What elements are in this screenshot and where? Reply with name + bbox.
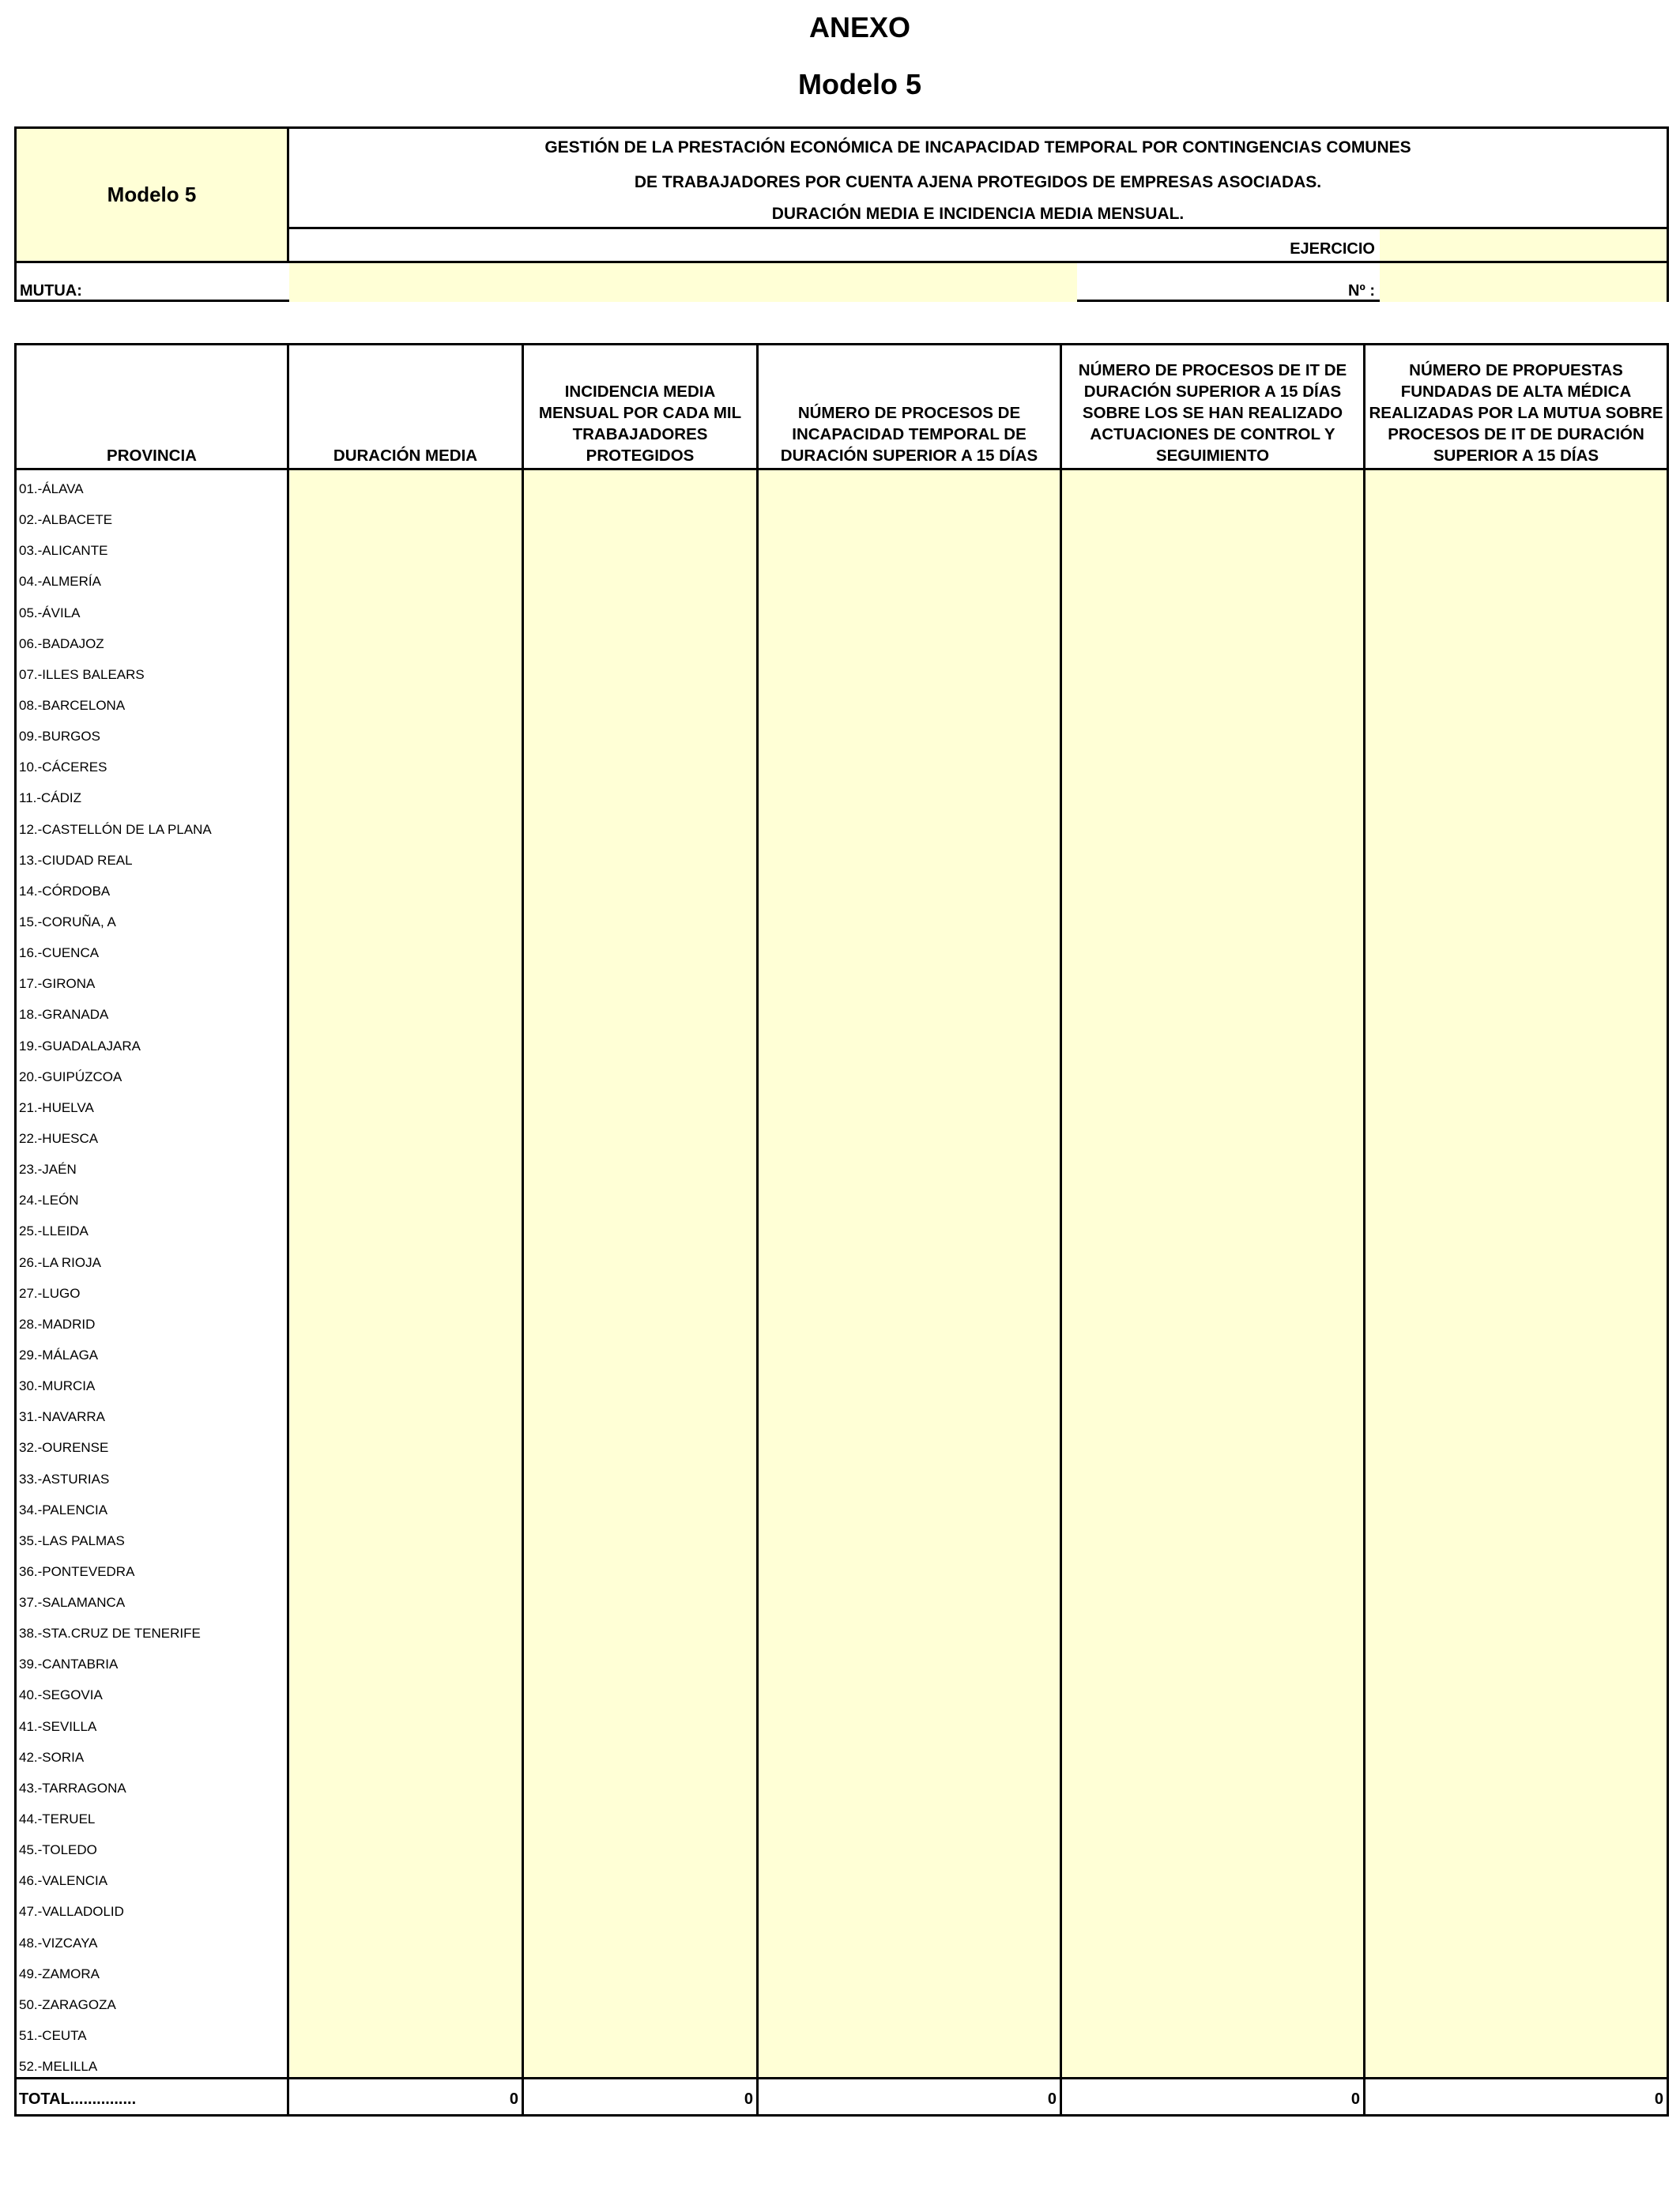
total-control: 0 (1062, 2077, 1363, 2114)
province-row: 42.-SORIA (19, 1749, 85, 1765)
province-row: 31.-NAVARRA (19, 1409, 105, 1425)
province-row: 15.-CORUÑA, A (19, 914, 116, 929)
procesos-input-area[interactable] (759, 470, 1060, 2077)
column-header-provincia: PROVINCIA (17, 345, 287, 470)
province-row: 41.-SEVILLA (19, 1718, 97, 1734)
province-row: 20.-GUIPÚZCOA (19, 1069, 122, 1084)
province-row: 13.-CIUDAD REAL (19, 852, 133, 868)
numero-field[interactable] (1380, 263, 1667, 302)
province-row: 36.-PONTEVEDRA (19, 1563, 135, 1579)
province-row: 14.-CÓRDOBA (19, 883, 111, 899)
numero-label: Nº : (1348, 282, 1375, 300)
form-header (14, 126, 1669, 302)
province-row: 34.-PALENCIA (19, 1502, 108, 1517)
province-row: 07.-ILLES BALEARS (19, 666, 145, 682)
province-row: 02.-ALBACETE (19, 512, 113, 528)
propuestas-input-area[interactable] (1365, 470, 1667, 2077)
propuestas-column (1365, 345, 1667, 2114)
column-header-procesos: NÚMERO DE PROCESOS DE INCAPACIDAD TEMPORAL DE DURACIÓN SUPERIOR A 15 DÍAS (759, 345, 1060, 470)
column-header-propuestas: NÚMERO DE PROPUESTAS FUNDADAS DE ALTA MÉDICA REALIZADAS POR LA MUTUA SOBRE PROCESOS DE IT DE DURACIÓN SUPERIOR A 15 DÍAS (1365, 345, 1667, 470)
total-label: TOTAL............... (17, 2077, 287, 2114)
province-row: 27.-LUGO (19, 1285, 81, 1301)
province-row: 50.-ZARAGOZA (19, 1996, 116, 2012)
province-row: 03.-ALICANTE (19, 543, 108, 559)
province-row: 09.-BURGOS (19, 729, 100, 745)
province-row: 37.-SALAMANCA (19, 1595, 126, 1611)
province-row: 16.-CUENCA (19, 945, 100, 961)
form-title-line-1: GESTIÓN DE LA PRESTACIÓN ECONÓMICA DE INCAPACIDAD TEMPORAL POR CONTINGENCIAS COMUNES (544, 138, 1411, 156)
province-row: 11.-CÁDIZ (19, 790, 82, 806)
column-header-duracion: DURACIÓN MEDIA (289, 345, 522, 470)
incidencia-input-area[interactable] (524, 470, 756, 2077)
mutua-label: MUTUA: (20, 282, 82, 300)
province-row: 06.-BADAJOZ (19, 635, 104, 651)
province-row: 19.-GUADALAJARA (19, 1038, 141, 1054)
duracion-column (289, 345, 524, 2114)
province-row: 49.-ZAMORA (19, 1966, 100, 1981)
province-row: 01.-ÁLAVA (19, 481, 84, 496)
province-row: 45.-TOLEDO (19, 1842, 97, 1858)
incidencia-column (524, 345, 759, 2114)
province-table (14, 343, 1669, 2117)
procesos-column (759, 345, 1062, 2114)
province-row: 32.-OURENSE (19, 1440, 109, 1456)
province-column (17, 345, 289, 2114)
total-procesos: 0 (759, 2077, 1060, 2114)
province-list (17, 473, 287, 2082)
duracion-input-area[interactable] (289, 470, 522, 2077)
form-title (289, 129, 1667, 229)
province-row: 47.-VALLADOLID (19, 1904, 124, 1920)
model-label: Modelo 5 (17, 129, 289, 263)
ejercicio-field[interactable] (1380, 229, 1667, 263)
province-list-body (17, 470, 287, 2077)
total-duracion: 0 (289, 2077, 522, 2114)
control-column (1062, 345, 1365, 2114)
ejercicio-label: EJERCICIO (289, 229, 1380, 263)
form-title-line-3: DURACIÓN MEDIA E INCIDENCIA MEDIA MENSUAL. (771, 205, 1185, 223)
model-title: Modelo 5 (797, 68, 921, 100)
province-row: 35.-LAS PALMAS (19, 1532, 125, 1548)
province-row: 43.-TARRAGONA (19, 1780, 126, 1796)
province-row: 18.-GRANADA (19, 1007, 109, 1023)
province-row: 48.-VIZCAYA (19, 1935, 98, 1951)
province-row: 39.-CANTABRIA (19, 1657, 119, 1672)
province-row: 08.-BARCELONA (19, 697, 126, 713)
province-row: 26.-LA RIOJA (19, 1254, 101, 1270)
province-row: 33.-ASTURIAS (19, 1471, 110, 1487)
province-row: 44.-TERUEL (19, 1811, 96, 1827)
province-row: 05.-ÁVILA (19, 605, 81, 620)
province-row: 24.-LEÓN (19, 1193, 79, 1208)
control-input-area[interactable] (1062, 470, 1363, 2077)
province-row: 28.-MADRID (19, 1316, 96, 1332)
province-row: 52.-MELILLA (19, 2059, 98, 2075)
total-propuestas: 0 (1365, 2077, 1667, 2114)
province-row: 23.-JAÉN (19, 1162, 77, 1178)
province-row: 40.-SEGOVIA (19, 1687, 103, 1703)
province-row: 22.-HUESCA (19, 1130, 99, 1146)
province-row: 12.-CASTELLÓN DE LA PLANA (19, 821, 212, 837)
column-header-incidencia: INCIDENCIA MEDIA MENSUAL POR CADA MIL TRABAJADORES PROTEGIDOS (524, 345, 756, 470)
mutua-field[interactable] (289, 263, 1077, 302)
province-row: 46.-VALENCIA (19, 1873, 108, 1889)
province-row: 25.-LLEIDA (19, 1223, 89, 1239)
form-title-line-2: DE TRABAJADORES POR CUENTA AJENA PROTEGIDOS DE EMPRESAS ASOCIADAS. (634, 173, 1322, 191)
total-incidencia: 0 (524, 2077, 756, 2114)
province-row: 10.-CÁCERES (19, 760, 107, 775)
province-row: 29.-MÁLAGA (19, 1347, 99, 1363)
province-row: 51.-CEUTA (19, 2028, 87, 2044)
province-row: 21.-HUELVA (19, 1099, 94, 1115)
province-row: 30.-MURCIA (19, 1378, 96, 1394)
column-header-control: NÚMERO DE PROCESOS DE IT DE DURACIÓN SUPERIOR A 15 DÍAS SOBRE LOS SE HAN REALIZADO ACTUACIONES DE CONTROL Y SEGUIMIENTO (1062, 345, 1363, 470)
annex-title: ANEXO (808, 11, 911, 43)
province-row: 17.-GIRONA (19, 976, 96, 992)
province-row: 38.-STA.CRUZ DE TENERIFE (19, 1626, 201, 1642)
province-row: 04.-ALMERÍA (19, 574, 101, 590)
